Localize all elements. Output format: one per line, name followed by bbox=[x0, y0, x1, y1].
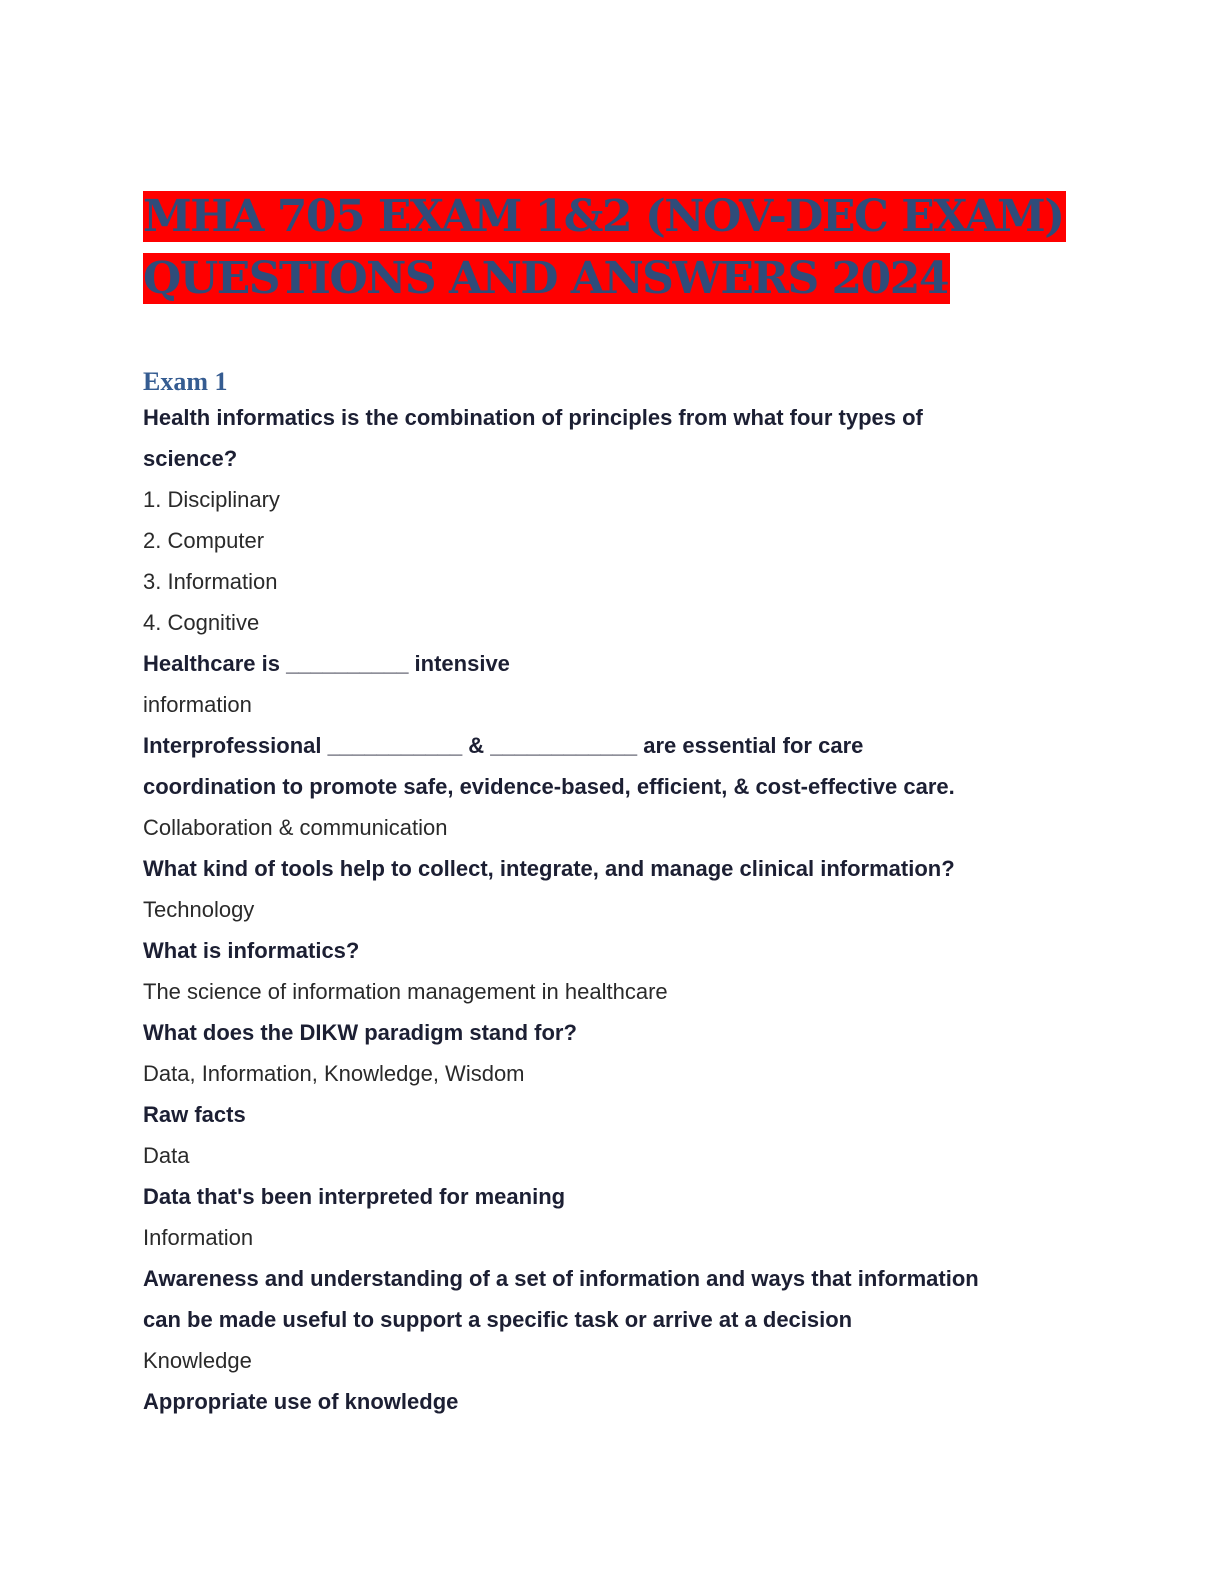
answer-line: Knowledge bbox=[143, 1348, 252, 1373]
title-line-2: QUESTIONS AND ANSWERS 2024 bbox=[143, 253, 949, 304]
question-line: Healthcare is __________ intensive bbox=[143, 651, 510, 676]
answer-line: Information bbox=[143, 1225, 254, 1250]
question-answer-list bbox=[143, 397, 1073, 1422]
document-title bbox=[143, 186, 1066, 310]
question-line: What is informatics? bbox=[143, 938, 360, 963]
question-line: Health informatics is the combination of principles from what four types of bbox=[143, 405, 923, 430]
question-line: Interprofessional ___________ & ____________ are essential for care bbox=[143, 733, 864, 758]
question-line: Appropriate use of knowledge bbox=[143, 1389, 459, 1414]
answer-line: 3. Information bbox=[143, 569, 278, 594]
answer-line: The science of information management in healthcare bbox=[143, 979, 668, 1004]
answer-line: Data, Information, Knowledge, Wisdom bbox=[143, 1061, 525, 1086]
question-line: Awareness and understanding of a set of information and ways that information bbox=[143, 1266, 979, 1291]
section-heading: Exam 1 bbox=[143, 367, 228, 396]
question-line: Raw facts bbox=[143, 1102, 246, 1127]
question-line: can be made useful to support a specific task or arrive at a decision bbox=[143, 1307, 853, 1332]
answer-line: Collaboration & communication bbox=[143, 815, 448, 840]
question-line: What does the DIKW paradigm stand for? bbox=[143, 1020, 577, 1045]
answer-line: Technology bbox=[143, 897, 255, 922]
question-line: science? bbox=[143, 446, 238, 471]
answer-line: 1. Disciplinary bbox=[143, 487, 280, 512]
answer-line: information bbox=[143, 692, 252, 717]
title-line-1: MHA 705 EXAM 1&2 (NOV-DEC EXAM) bbox=[143, 191, 1064, 242]
question-line: Data that's been interpreted for meaning bbox=[143, 1184, 566, 1209]
answer-line: Data bbox=[143, 1143, 190, 1168]
question-line: coordination to promote safe, evidence-based, efficient, & cost-effective care. bbox=[143, 774, 955, 799]
answer-line: 2. Computer bbox=[143, 528, 265, 553]
answer-line: 4. Cognitive bbox=[143, 610, 260, 635]
question-line: What kind of tools help to collect, integrate, and manage clinical information? bbox=[143, 856, 955, 881]
